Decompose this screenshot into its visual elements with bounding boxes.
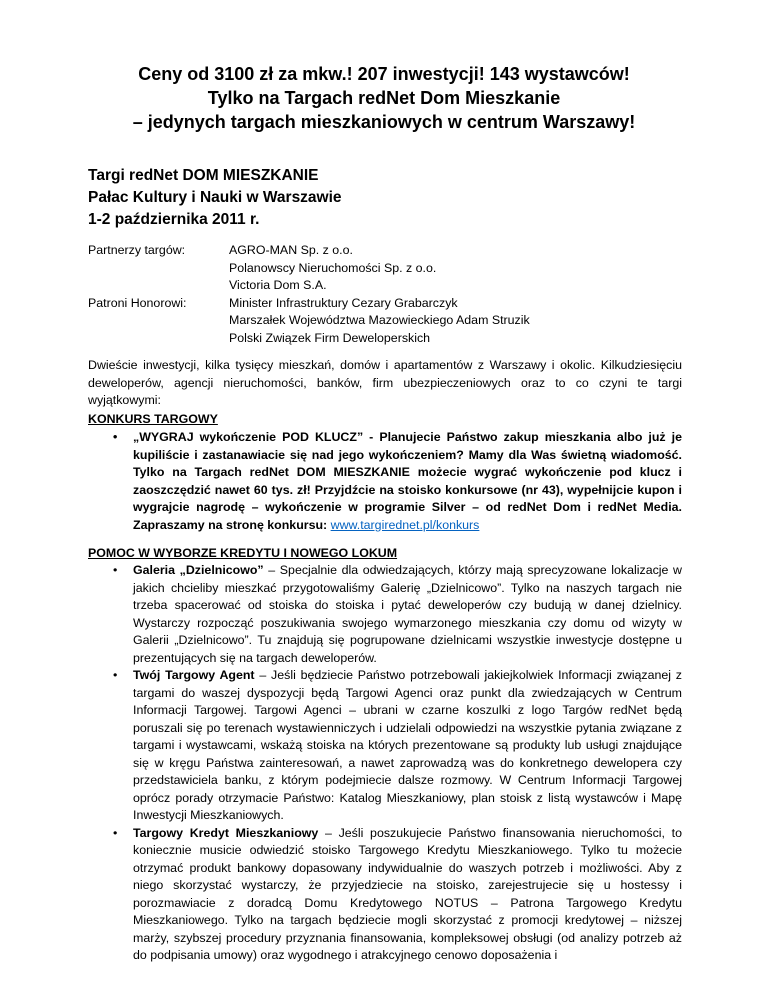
headline: [60, 62, 708, 134]
event-date: 1-2 października 2011 r.: [88, 211, 260, 228]
help-section-title: POMOC W WYBORZE KREDYTU I NOWEGO LOKUM: [88, 546, 398, 560]
help-list: [133, 562, 682, 965]
item-text: – Jeśli poszukujecie Państwo finansowania nieruchomości, to koniecznie musicie odwiedzić stoisko Targowego Kredytu Mieszkaniowego. Tylko tu możecie otrzymać produkt bankowy dopasowany indywidualnie do waszych potrzeb i możliwości. Aby z niego skorzystać wystarczy, że przyjedziecie na stoisko, zarejestrujecie się u hostessy i porozmawiacie z doradcą Domu Kredytowego NOTUS – Patrona Targowego Kredytu Mieszkaniowego. Tylko na targach będziecie mogli skorzystać z promocji kredytowej – niższej marży, szybszej procedury przyznania finansowania, kompleksowej obsługi (od analizy potrzeb aż do podpisania umowy) oraz wygodnego i atrakcyjnego cenowo doposażenia i: [133, 825, 682, 962]
headline-line-1: Ceny od 3100 zł za mkw.! 207 inwestycji! 143 wystawców!: [138, 64, 630, 84]
contest-item: [133, 429, 682, 534]
patron-item: Minister Infrastruktury Cezary Grabarczyk: [229, 295, 458, 310]
partners-row: [88, 242, 530, 295]
contest-link[interactable]: www.targirednet.pl/konkurs: [330, 517, 480, 532]
patrons-label: Patroni Honorowi:: [88, 295, 187, 310]
list-item: [133, 562, 682, 667]
patron-item: Polski Związek Firm Deweloperskich: [229, 330, 431, 345]
event-venue: Pałac Kultury i Nauki w Warszawie: [88, 189, 342, 206]
patron-item: Marszałek Województwa Mazowieckiego Adam Struzik: [229, 313, 530, 327]
contest-text: „WYGRAJ wykończenie POD KLUCZ” - Planujecie Państwo zakup mieszkania albo już je kupiliście i zastanawiacie się nad jego wykończeniem? Mamy dla Was świetną wiadomość. Tylko na Targach redNet DOM MIESZKANIE możecie wygrać wykończenie pod klucz i zaoszczędzić nawet 60 tys. zł! Przyjdźcie na stoisko konkursowe (nr 43), wypełnijcie kupon i wygrajcie nagrodę – wykończenie w programie Silver – od redNet Dom i redNet Media. Zapraszamy na stronę konkursu:: [133, 430, 682, 532]
partners-label: Partnerzy targów:: [88, 243, 186, 257]
item-text: – Specjalnie dla odwiedzających, którzy mają sprecyzowane lokalizacje w jakich chcieliby mieszkać przygotowaliśmy Galerię „Dzielnicowo”. Tylko na naszych targach nie trzeba spacerować od stoiska do stoiska i pytać deweloperów czy budują w danej dzielnicy. Wystarczy rozpocząć poszukiwania swojego wymarzonego mieszkania czy domu od wizyty w Galerii „Dzielnicowo”. Tu znajdują się pogrupowane dzielnicami wszystkie inwestycje dostępne u prezentujących się na targach deweloperów.: [133, 563, 682, 665]
contest-section-title: KONKURS TARGOWY: [88, 412, 218, 426]
patrons-row: [88, 295, 530, 348]
item-lead: Galeria „Dzielnicowo”: [133, 563, 264, 577]
item-text: – Jeśli będziecie Państwo potrzebowali jakiejkolwiek Informacji związanej z targami do waszej dyspozycji będą Targowi Agenci oraz punkt dla zwiedzających w Centrum Informacji Targowej. Targowi Agenci – ubrani w czarne koszulki z logo Targów redNet będą poruszali się po terenach wystawienniczych i udzielali odpowiedzi na wszystkie pytania związane z targami i wystawcami, wskażą stoiska na których prezentowane są produkty lub usługi znajdujące się w kręgu Państwa zainteresowań, a nawet zaprowadzą was do konkretnego dewelopera czy przedstawiciela banku, z którym podejmiecie dalsze rozmowy. W Centrum Informacji Targowej oprócz porady otrzymacie Państwo: Katalog Mieszkaniowy, plan stoisk z listą wystawców i Mapę Inwestycji Mieszkaniowych.: [133, 668, 682, 822]
sponsors-block: [88, 242, 530, 347]
event-info: [88, 165, 342, 231]
partner-item: AGRO-MAN Sp. z o.o.: [229, 243, 353, 257]
item-lead: Twój Targowy Agent: [133, 668, 255, 682]
list-item: [133, 825, 682, 965]
partner-item: Polanowscy Nieruchomości Sp. z o.o.: [229, 260, 437, 275]
intro-paragraph: Dwieście inwestycji, kilka tysięcy mieszkań, domów i apartamentów z Warszawy i okolic. Kilkudziesięciu deweloperów, agencji nieruchomości, banków, firm ubezpieczeniowych oraz to co czyni te targi wyjątkowymi:: [88, 358, 682, 407]
item-lead: Targowy Kredyt Mieszkaniowy: [133, 825, 319, 840]
headline-line-2: Tylko na Targach redNet Dom Mieszkanie: [207, 88, 561, 108]
event-name: Targi redNet DOM MIESZKANIE: [88, 167, 319, 184]
contest-list: [133, 429, 682, 534]
headline-line-3: – jedynych targach mieszkaniowych w centrum Warszawy!: [132, 112, 636, 132]
partner-item: Victoria Dom S.A.: [229, 278, 327, 292]
list-item: [133, 667, 682, 825]
